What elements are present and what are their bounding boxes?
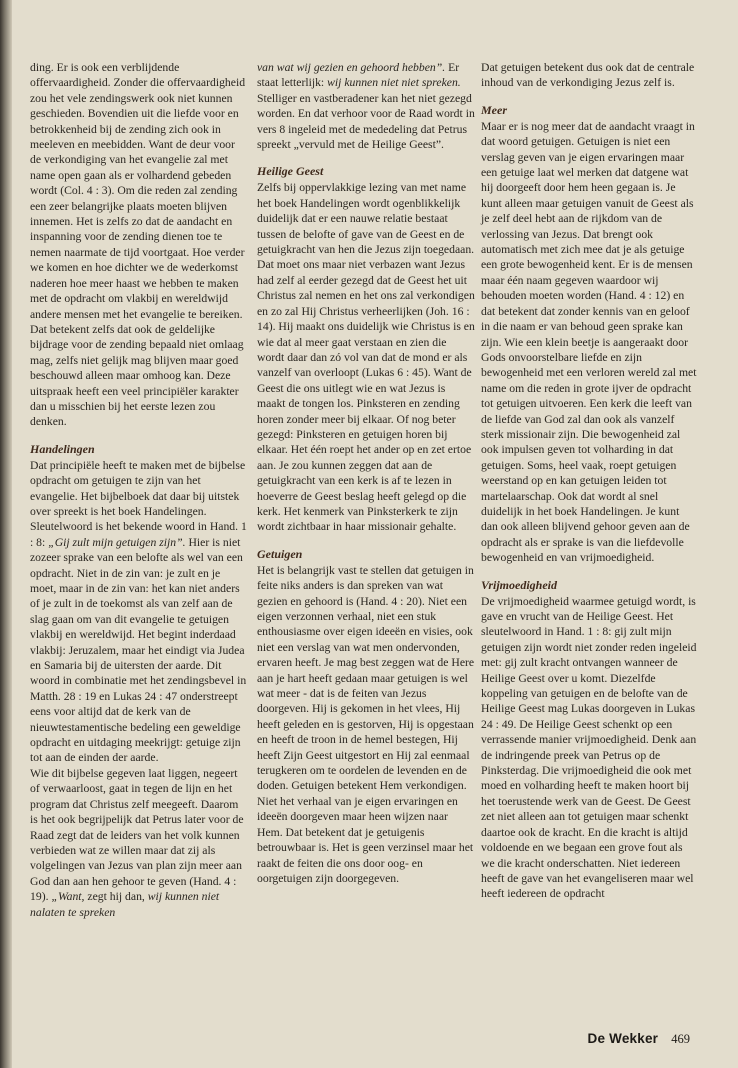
italic-quote: wij kunnen niet niet spreken.	[327, 76, 461, 90]
italic-quote: van wat wij gezien en gehoord hebben”.	[257, 61, 446, 74]
section-heading: Meer	[481, 102, 507, 117]
text-run: zegt hij dan,	[84, 890, 148, 904]
page-number: 469	[671, 1032, 690, 1046]
paragraph	[30, 766, 248, 920]
paragraph	[257, 60, 475, 152]
section-heading: Heilige Geest	[257, 164, 324, 179]
paragraph: Maar er is nog meer dat de aandacht vraagt in dat woord getuigen. Getuigen is niet een verslag geven van je eigen ervaringen maar een getuige laat wel merken dat datgene wat hij doorgeeft door hem heen gegaan is. Je kunt alleen maar getuigen vanuit de Geest als je zelf deel hebt aan de rijkdom van de verlossing van Jezus. Dat brengt ook automatisch met zich mee dat je als getuige een grote bewogenheid kent. Er is de mensen maar één naam gegeven waardoor wij behouden moeten worden (Hand. 4 : 12) en dat betekent dat zonder kennis van en geloof in die naam er van behoud geen sprake kan zijn. Wie een klein beetje is aangeraakt door Gods onvoorstelbare liefde en zijn bewogenheid met een verloren wereld zal met name om die reden in grote ijver de opdracht tot getuigen uitvoeren. Een kerk die leeft van de liefde van God zal dan ook als vanzelf sterk missionair zijn. Die bewogenheid zal ook impulsen geven tot volharding in dat getuigen. Soms, heel vaak, roept getuigen weerstand op en kan getuigen leiden tot martelaarschap. Ook dat wordt al snel duidelijk in het boek Handelingen. Je kunt dan ook alleen blijvend gehoor geven aan de opdracht als er sprake is van die liefdevolle bewogenheid en van vrijmoedigheid.	[481, 119, 697, 565]
text-run: Hier is niet zozeer sprake van een belofte als wel van een opdracht. Niet in de zin van: je zult en je moet, maar in de zin van: het kan niet anders of je zult in de toekomst als van zelf aan de slag gaan om van dit evangelie te getuigen vlakbij en wereldwijd. Het begint inderdaad vlakbij: Jeruzalem, maar het eindigt via Judea en Samaria bij de uitersten der aarde. Dit woord in combinatie met het zendingsbevel in Matth. 28 : 19 en Lukas 24 : 47 onderstreept eens voor altijd dat de kerk van de nieuwtestamentische bedeling een geweldige opdracht en uitdaging meekrijgt: getuige zijn tot aan de einden der aarde.	[30, 535, 247, 765]
page-footer	[588, 1031, 690, 1047]
section-heading: Handelingen	[30, 441, 95, 456]
magazine-name: De Wekker	[587, 1031, 659, 1046]
italic-quote: wij kunnen niet nalaten te spreken	[30, 890, 220, 919]
text-column-3	[481, 60, 699, 902]
text-run: Dat principiële heeft te maken met de bijbelse opdracht om getuigen te zijn van het evangelie. Het bijbelboek dat daar bij uitstek over spreekt is het boek Handelingen. Sleutelwoord is het bekende woord in Hand. 1 : 8:	[30, 458, 247, 549]
text-run: Wie dit bijbelse gegeven laat liggen, negeert of verwaarloost, gaat in tegen de lijn en het program dat Christus zelf meegeeft. Daarom is het ook begrijpelijk dat Petrus later voor de Raad zegt dat de leiders van het volk kunnen verbieden wat ze willen maar dat zij als volgelingen van Jezus van plan zijn meer aan God dan aan hen gehoor te geven (Hand. 4 : 19).	[30, 766, 244, 904]
paragraph: Het is belangrijk vast te stellen dat getuigen in feite niks anders is dan spreken van wat gezien en gehoord is (Hand. 4 : 20). Niet een eigen verzonnen verhaal, niet een stuk enthousiasme over eigen ideeën en visies, ook niet een verslag van wat men ondervonden, ervaren heeft. Je mag best zeggen wat de Here aan je hart heeft gedaan maar getuigen is wel wat meer - dat is de feiten van Jezus doorgeven. Hij is gekomen in het vlees, Hij heeft geleden en is gestorven, Hij is opgestaan en heeft de troon in de hemel bestegen, Hij heeft Zijn Geest uitgestort en Hij zal eenmaal terugkeren om te oordelen de levenden en de doden. Getuigen betekent Hem verkondigen. Niet het verhaal van je eigen ervaringen en ideeën doorgeven maar heen wijzen naar Hem. Dat betekent dat je getuigenis betrouwbaar is. Het is geen verzinsel maar het raakt de feiten die ons door oog- en oorgetuigen zijn doorgegeven.	[257, 563, 475, 885]
italic-quote: „Want,	[51, 890, 85, 904]
text-run: Stelliger en vastberadener kan het niet gezegd worden. En dat verhoor voor de Raad wordt in vers 8 ingeleid met de mededeling dat Petrus spreekt „vervuld met de Heilige Geest”.	[257, 91, 475, 152]
paragraph: Zelfs bij oppervlakkige lezing van met name het boek Handelingen wordt ogenblikkelijk duidelijk dat er een nauwe relatie bestaat tussen de belofte of gave van de Geest en de getuigkracht van hen die Jezus zijn toegedaan. Dat moet ons maar niet verbazen want Jezus had zelf al eerder gezegd dat de Geest het uit Christus zal nemen en het ons zal verkondigen en zo zal Hij Christus verheerlijken (Joh. 16 : 14). Hij maakt ons duidelijk wie Christus is en wie dat al meer gaat verstaan en zien die wordt daar dan zó vol van dat de mond er als vanzelf van overloopt (Lukas 6 : 45). Want de Geest die ons uitlegt wie en wat Jezus is maakt de tongen los. Pinksteren en zending horen zonder meer bij elkaar. Of nog beter gezegd: Pinksteren en getuigen horen bij elkaar. Het één roept het ander op en zet ertoe aan. Je zou kunnen zeggen dat aan de getuigkracht van een kerk is af te lezen in hoeverre de Geest beslag heeft gelegd op die kerk. Het kenmerk van Pinksterkerk te zijn wordt zichtbaar in haar missionair gehalte.	[257, 181, 475, 534]
paragraph: De vrijmoedigheid waarmee getuigd wordt, is gave en vrucht van de Heilige Geest. Het sleutelwoord in Hand. 1 : 8: gij zult mijn getuigen zijn wordt niet zonder reden ingeleid met: gij zult kracht ontvangen wanneer de Heilige Geest over u komt. Diezelfde koppeling van getuigen en de belofte van de Heilige Geest mag Lukas doorgeven in Lukas 24 : 49. De Heilige Geest schenkt op een verrassende manier vrijmoedigheid. Denk aan de indringende preek van Petrus op de Pinksterdag. Die vrijmoedigheid die ook met moed en volharding heeft te maken hoort bij het toerustende werk van de Geest. De Geest zet niet alleen aan tot getuigen maar schenkt daartoe ook de kracht. En die kracht is altijd voldoende en we begaan een grove fout als we die kracht onderschatten. Niet iedereen heeft de gave van het evangeliseren maar wel heeft iedereen de opdracht	[481, 594, 697, 901]
text-column-1	[30, 60, 248, 920]
section-heading: Getuigen	[257, 546, 303, 561]
italic-quote: „Gij zult mijn getuigen zijn”.	[48, 535, 186, 549]
paragraph	[30, 458, 248, 766]
paragraph: ding. Er is ook een verblijdende offervaardigheid. Zonder die offervaardigheid zou het vele zendingswerk ook niet kunnen geschieden. Bovendien uit die liefde voor en betrokkenheid bij de zending zich ook in meeleven en meebidden. Want de deur voor de verkondiging van het evangelie zal met name open gaan als er volhardend gebeden wordt (Col. 4 : 3). Om die reden zal zending een zeer belangrijke plaats moeten blijven innemen. Het is zelfs zo dat de aandacht en inspanning voor de zending dienen toe te nemen naarmate de tijd voortgaat. Hoe verder we komen en hoe dichter we de wederkomst naderen hoe meer haast we hebben te maken met de opdracht om vlakbij en wereldwijd andere mensen met het evangelie te bereiken. Dat betekent zelfs dat ook de geldelijke bijdrage voor de zending bepaald niet omlaag mag, zelfs niet gelijk mag blijven maar goed beschouwd alleen maar omhoog kan. Deze uitspraak heeft een veel principiëler karakter dan u misschien bij het eerste lezen zou denken.	[30, 61, 246, 429]
text-column-2	[257, 60, 475, 886]
section-heading: Vrijmoedigheid	[481, 577, 558, 592]
binding-edge	[0, 0, 12, 1068]
text-run: Er staat letterlijk:	[257, 61, 460, 90]
paragraph: Dat getuigen betekent dus ook dat de centrale inhoud van de verkondiging Jezus zelf is.	[481, 61, 695, 90]
